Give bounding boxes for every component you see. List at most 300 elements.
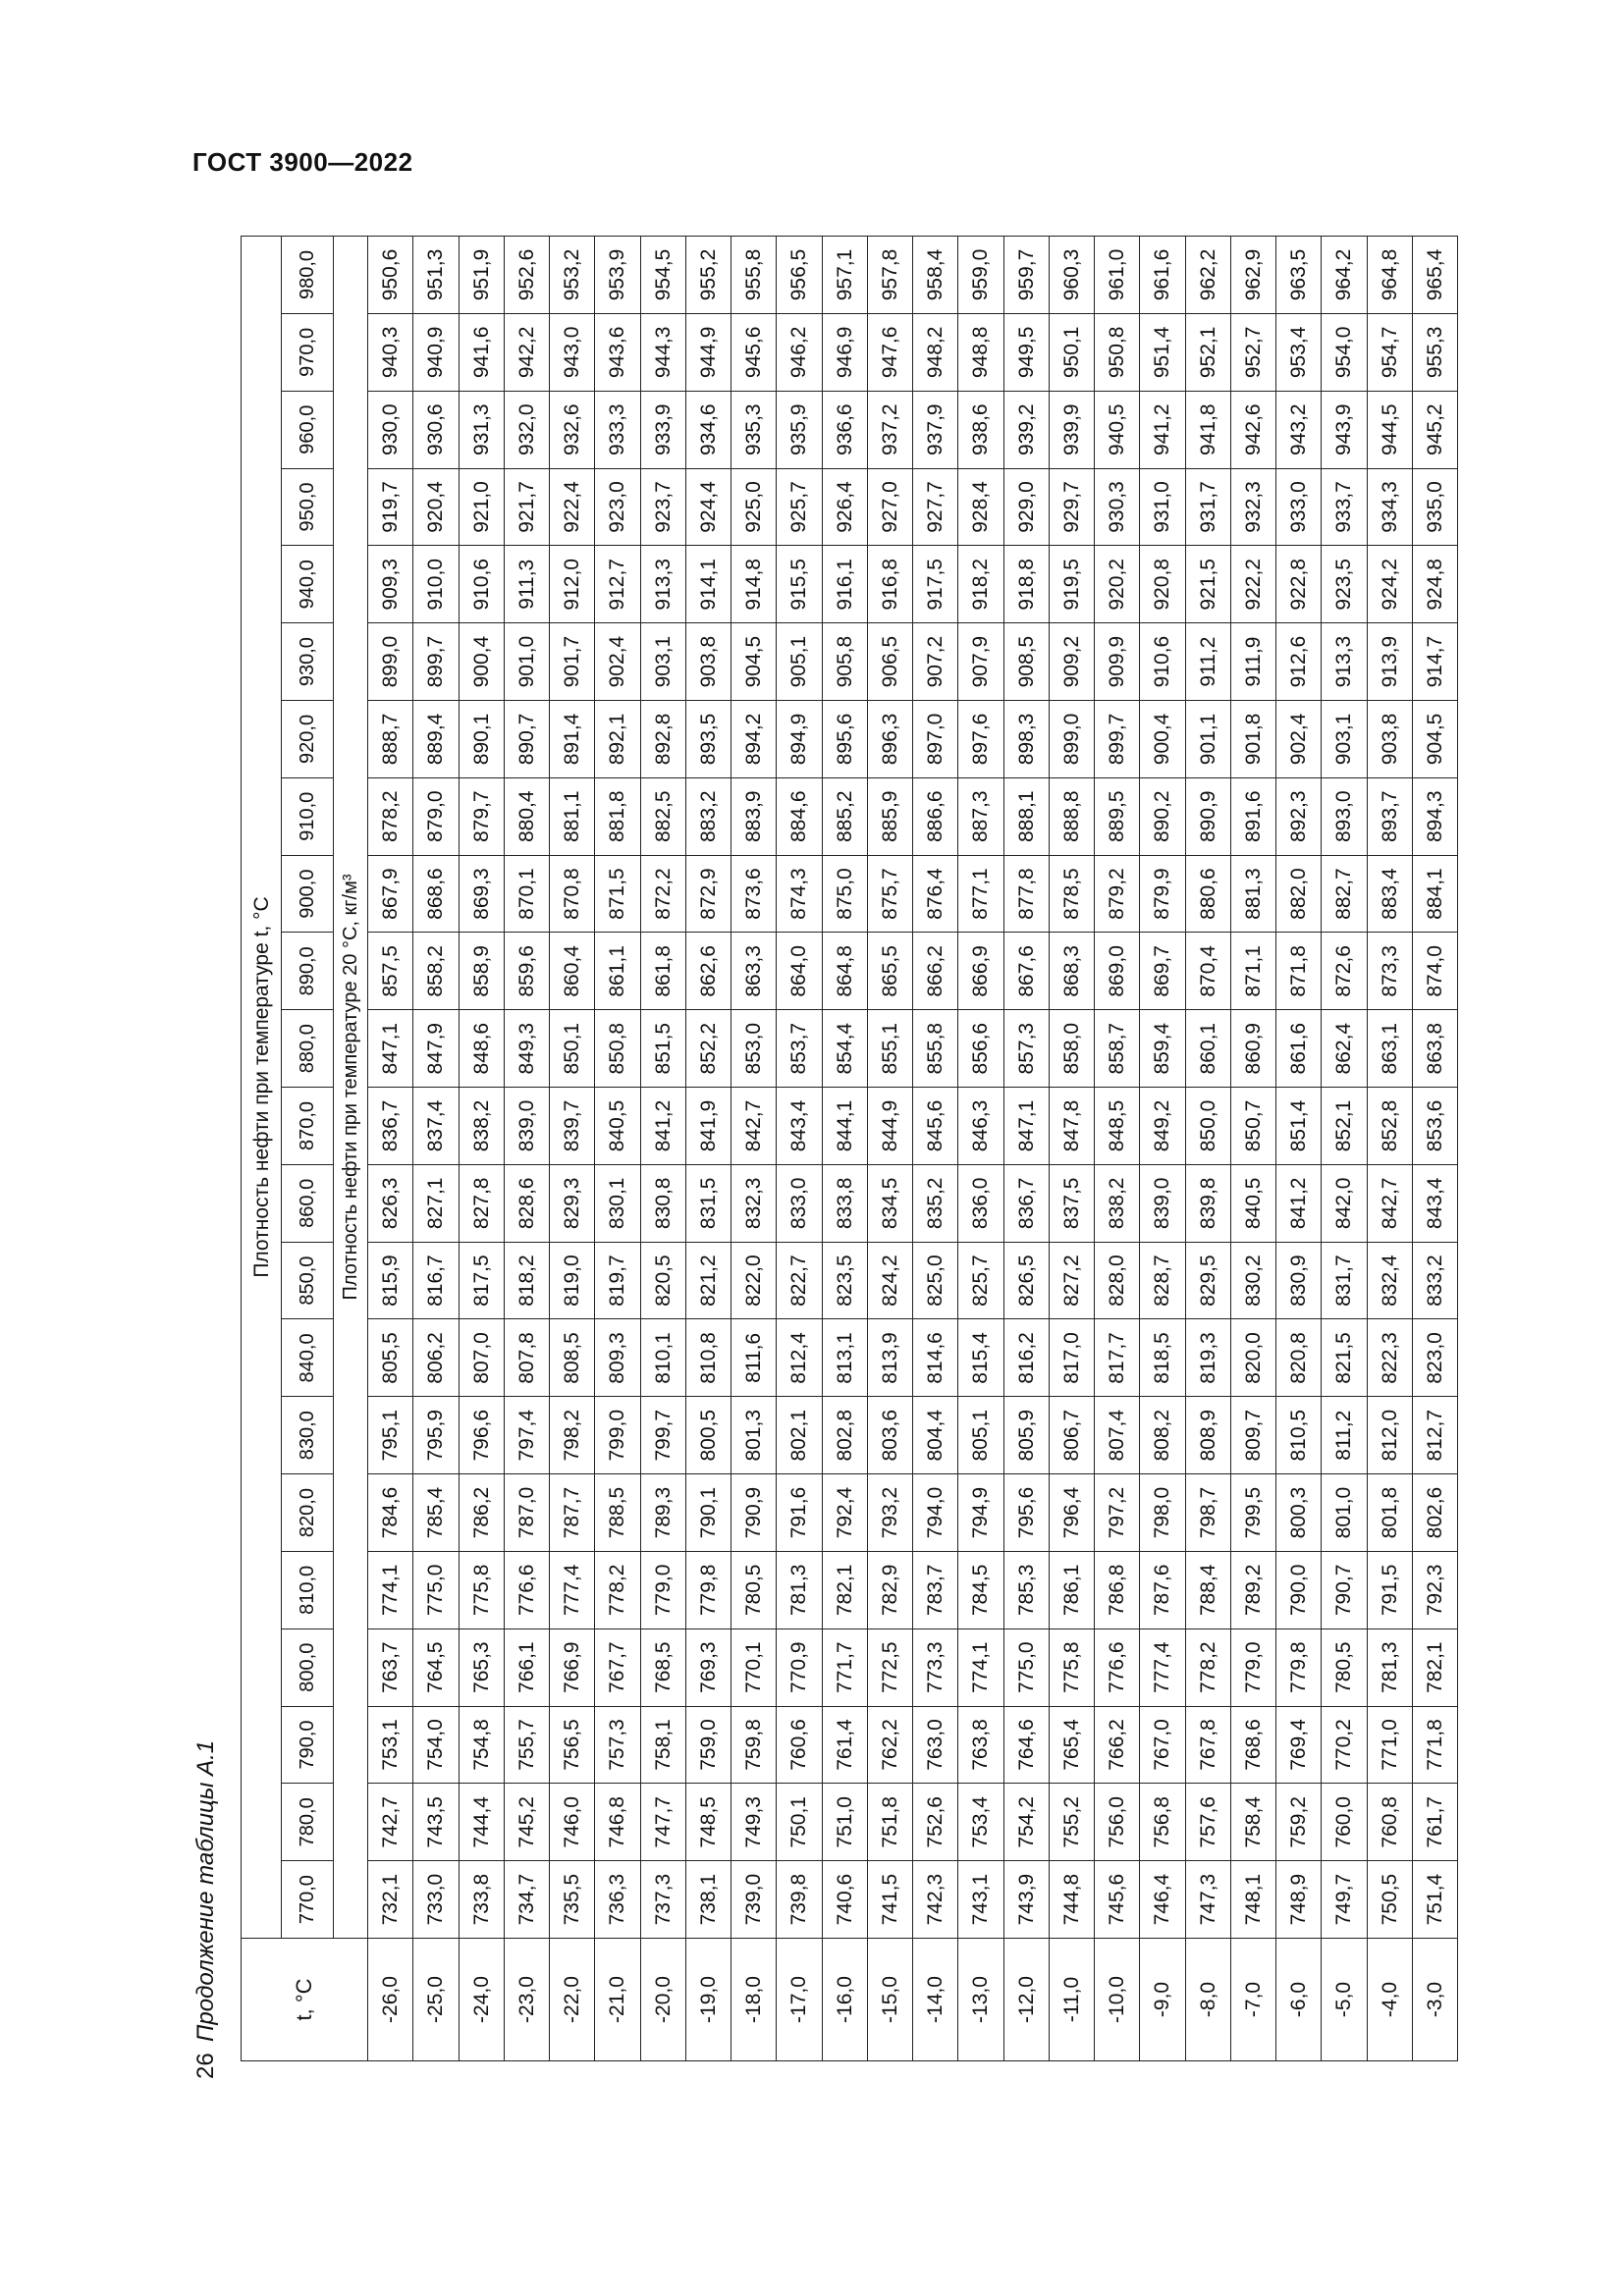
density-cell: 776,6 — [1095, 1629, 1140, 1706]
density-cell: 804,4 — [913, 1397, 958, 1474]
density-cell: 810,8 — [685, 1319, 731, 1397]
density-cell: 743,9 — [1003, 1861, 1049, 1939]
density-cell: 794,0 — [913, 1474, 958, 1552]
density-cell: 861,8 — [640, 933, 685, 1010]
density-cell: 786,2 — [459, 1474, 504, 1552]
density-cell: 795,9 — [413, 1397, 459, 1474]
density-cell: 933,3 — [595, 391, 640, 468]
density-cell: 754,2 — [1003, 1784, 1049, 1861]
table-row — [731, 237, 777, 2061]
density-cell: 895,6 — [822, 701, 867, 778]
density-cell: 791,6 — [777, 1474, 822, 1552]
temperature-cell: -24,0 — [459, 1939, 504, 2061]
density-cell: 942,6 — [1230, 391, 1275, 468]
density-cell: 827,8 — [459, 1164, 504, 1242]
density-cell: 769,3 — [685, 1629, 731, 1706]
density-cell: 964,8 — [1367, 237, 1412, 314]
density-cell: 748,9 — [1276, 1861, 1322, 1939]
column-header: 900,0 — [282, 855, 334, 933]
density-cell: 963,5 — [1276, 237, 1322, 314]
density-cell: 798,2 — [550, 1397, 595, 1474]
density-cell: 933,9 — [640, 391, 685, 468]
density-cell: 789,2 — [1230, 1551, 1275, 1629]
density-cell: 788,5 — [595, 1474, 640, 1552]
density-cell: 847,1 — [368, 1010, 413, 1088]
density-cell: 890,2 — [1140, 777, 1185, 855]
density-cell: 865,5 — [867, 933, 912, 1010]
density-cell: 921,0 — [459, 468, 504, 546]
density-cell: 897,0 — [913, 701, 958, 778]
density-cell: 771,7 — [822, 1629, 867, 1706]
density-cell: 853,7 — [777, 1010, 822, 1088]
density-cell: 842,7 — [1367, 1164, 1412, 1242]
density-cell: 826,3 — [368, 1164, 413, 1242]
table-row — [504, 237, 549, 2061]
density-cell: 790,7 — [1322, 1551, 1367, 1629]
density-cell: 951,9 — [459, 237, 504, 314]
density-cell: 869,0 — [1095, 933, 1140, 1010]
density-cell: 893,5 — [685, 701, 731, 778]
density-cell: 825,7 — [958, 1242, 1003, 1319]
density-cell: 958,4 — [913, 237, 958, 314]
density-cell: 786,1 — [1049, 1551, 1094, 1629]
density-cell: 921,7 — [504, 468, 549, 546]
density-cell: 923,0 — [595, 468, 640, 546]
density-cell: 809,7 — [1230, 1397, 1275, 1474]
density-cell: 962,2 — [1185, 237, 1230, 314]
density-cell: 941,8 — [1185, 391, 1230, 468]
density-cell: 839,0 — [504, 1088, 549, 1165]
density-cell: 801,3 — [731, 1397, 777, 1474]
density-cell: 914,8 — [731, 546, 777, 623]
density-cell: 933,0 — [1276, 468, 1322, 546]
density-cell: 861,6 — [1276, 1010, 1322, 1088]
density-cell: 947,6 — [867, 313, 912, 391]
density-cell: 931,3 — [459, 391, 504, 468]
density-cell: 881,8 — [595, 777, 640, 855]
density-cell: 830,2 — [1230, 1242, 1275, 1319]
density-cell: 918,2 — [958, 546, 1003, 623]
density-cell: 906,5 — [867, 623, 912, 701]
density-cell: 784,5 — [958, 1551, 1003, 1629]
table-row — [777, 237, 822, 2061]
density-cell: 789,3 — [640, 1474, 685, 1552]
density-cell: 756,0 — [1095, 1784, 1140, 1861]
density-cell: 940,5 — [1095, 391, 1140, 468]
density-cell: 901,7 — [550, 623, 595, 701]
density-cell: 798,0 — [1140, 1474, 1185, 1552]
density-cell: 780,5 — [1322, 1629, 1367, 1706]
density-cell: 868,3 — [1049, 933, 1094, 1010]
density-cell: 903,1 — [1322, 701, 1367, 778]
density-cell: 776,6 — [504, 1551, 549, 1629]
density-cell: 817,0 — [1049, 1319, 1094, 1397]
table-row — [413, 237, 459, 2061]
density-cell: 749,3 — [731, 1784, 777, 1861]
density-cell: 915,5 — [777, 546, 822, 623]
density-cell: 860,1 — [1185, 1010, 1230, 1088]
density-cell: 903,1 — [640, 623, 685, 701]
table-row — [1322, 237, 1367, 2061]
table-row — [1185, 237, 1230, 2061]
density-cell: 904,5 — [731, 623, 777, 701]
density-cell: 779,8 — [1276, 1629, 1322, 1706]
table-row — [1230, 237, 1275, 2061]
density-cell: 853,6 — [1412, 1088, 1457, 1165]
density-table — [241, 236, 1458, 2061]
density-cell: 941,6 — [459, 313, 504, 391]
density-cell: 876,4 — [913, 855, 958, 933]
main-header: Плотность нефти при температуре t, °C — [242, 237, 282, 1939]
density-cell: 956,5 — [777, 237, 822, 314]
density-cell: 863,1 — [1367, 1010, 1412, 1088]
density-cell: 930,0 — [368, 391, 413, 468]
density-cell: 848,6 — [459, 1010, 504, 1088]
density-cell: 810,5 — [1276, 1397, 1322, 1474]
density-cell: 732,1 — [368, 1861, 413, 1939]
column-header: 840,0 — [282, 1319, 334, 1397]
density-cell: 941,2 — [1140, 391, 1185, 468]
density-cell: 920,2 — [1095, 546, 1140, 623]
density-cell: 924,4 — [685, 468, 731, 546]
density-cell: 953,9 — [595, 237, 640, 314]
density-cell: 925,0 — [731, 468, 777, 546]
density-cell: 842,7 — [731, 1088, 777, 1165]
density-cell: 890,9 — [1185, 777, 1230, 855]
density-cell: 877,8 — [1003, 855, 1049, 933]
density-cell: 819,3 — [1185, 1319, 1230, 1397]
density-cell: 756,8 — [1140, 1784, 1185, 1861]
density-cell: 841,9 — [685, 1088, 731, 1165]
density-cell: 771,8 — [1412, 1706, 1457, 1784]
density-cell: 942,2 — [504, 313, 549, 391]
temperature-cell: -26,0 — [368, 1939, 413, 2061]
density-cell: 847,1 — [1003, 1088, 1049, 1165]
density-cell: 881,3 — [1230, 855, 1275, 933]
density-cell: 840,5 — [1230, 1164, 1275, 1242]
density-cell: 964,2 — [1322, 237, 1367, 314]
table-row — [867, 237, 912, 2061]
density-cell: 944,5 — [1367, 391, 1412, 468]
density-cell: 883,4 — [1367, 855, 1412, 933]
density-cell: 863,3 — [731, 933, 777, 1010]
temperature-cell: -13,0 — [958, 1939, 1003, 2061]
density-cell: 912,6 — [1276, 623, 1322, 701]
density-cell: 736,3 — [595, 1861, 640, 1939]
density-cell: 743,5 — [413, 1784, 459, 1861]
density-cell: 943,6 — [595, 313, 640, 391]
density-cell: 879,9 — [1140, 855, 1185, 933]
density-cell: 819,0 — [550, 1242, 595, 1319]
density-cell: 860,4 — [550, 933, 595, 1010]
density-cell: 853,0 — [731, 1010, 777, 1088]
density-cell: 857,5 — [368, 933, 413, 1010]
density-cell: 803,6 — [867, 1397, 912, 1474]
density-cell: 734,7 — [504, 1861, 549, 1939]
column-header: 910,0 — [282, 777, 334, 855]
density-cell: 899,0 — [368, 623, 413, 701]
density-cell: 758,4 — [1230, 1784, 1275, 1861]
density-cell: 754,0 — [413, 1706, 459, 1784]
density-cell: 861,1 — [595, 933, 640, 1010]
temperature-cell: -6,0 — [1276, 1939, 1322, 2061]
density-cell: 826,5 — [1003, 1242, 1049, 1319]
density-cell: 945,2 — [1412, 391, 1457, 468]
density-cell: 764,6 — [1003, 1706, 1049, 1784]
density-cell: 921,5 — [1185, 546, 1230, 623]
temperature-cell: -5,0 — [1322, 1939, 1367, 2061]
density-cell: 905,1 — [777, 623, 822, 701]
density-cell: 892,8 — [640, 701, 685, 778]
density-cell: 879,7 — [459, 777, 504, 855]
density-cell: 841,2 — [1276, 1164, 1322, 1242]
density-cell: 911,9 — [1230, 623, 1275, 701]
density-cell: 866,2 — [913, 933, 958, 1010]
density-cell: 822,3 — [1367, 1319, 1412, 1397]
density-cell: 746,0 — [550, 1784, 595, 1861]
density-cell: 891,4 — [550, 701, 595, 778]
density-cell: 892,3 — [1276, 777, 1322, 855]
density-cell: 770,2 — [1322, 1706, 1367, 1784]
density-cell: 884,6 — [777, 777, 822, 855]
density-cell: 758,1 — [640, 1706, 685, 1784]
density-cell: 783,7 — [913, 1551, 958, 1629]
density-cell: 931,7 — [1185, 468, 1230, 546]
density-cell: 751,0 — [822, 1784, 867, 1861]
density-cell: 946,2 — [777, 313, 822, 391]
density-cell: 821,2 — [685, 1242, 731, 1319]
density-cell: 811,2 — [1322, 1397, 1367, 1474]
density-cell: 926,4 — [822, 468, 867, 546]
density-cell: 849,2 — [1140, 1088, 1185, 1165]
density-cell: 935,3 — [731, 391, 777, 468]
density-cell: 798,7 — [1185, 1474, 1230, 1552]
density-cell: 903,8 — [1367, 701, 1412, 778]
column-header: 820,0 — [282, 1474, 334, 1552]
density-cell: 939,9 — [1049, 391, 1094, 468]
density-cell: 800,3 — [1276, 1474, 1322, 1552]
density-cell: 802,1 — [777, 1397, 822, 1474]
density-cell: 769,4 — [1276, 1706, 1322, 1784]
density-cell: 944,3 — [640, 313, 685, 391]
density-cell: 858,9 — [459, 933, 504, 1010]
density-cell: 852,1 — [1322, 1088, 1367, 1165]
density-cell: 840,5 — [595, 1088, 640, 1165]
density-cell: 916,8 — [867, 546, 912, 623]
density-cell: 768,6 — [1230, 1706, 1275, 1784]
density-cell: 932,3 — [1230, 468, 1275, 546]
density-cell: 756,5 — [550, 1706, 595, 1784]
density-cell: 808,5 — [550, 1319, 595, 1397]
column-header: 880,0 — [282, 1010, 334, 1088]
density-cell: 838,2 — [1095, 1164, 1140, 1242]
density-cell: 780,5 — [731, 1551, 777, 1629]
density-cell: 936,6 — [822, 391, 867, 468]
density-cell: 836,0 — [958, 1164, 1003, 1242]
density-cell: 961,6 — [1140, 237, 1185, 314]
density-cell: 739,8 — [777, 1861, 822, 1939]
density-cell: 954,7 — [1367, 313, 1412, 391]
density-cell: 832,3 — [731, 1164, 777, 1242]
density-cell: 859,4 — [1140, 1010, 1185, 1088]
density-cell: 869,3 — [459, 855, 504, 933]
column-header-row — [282, 237, 334, 2061]
density-cell: 929,7 — [1049, 468, 1094, 546]
density-cell: 782,1 — [1412, 1629, 1457, 1706]
density-cell: 836,7 — [368, 1088, 413, 1165]
density-cell: 759,8 — [731, 1706, 777, 1784]
column-header: 830,0 — [282, 1397, 334, 1474]
density-cell: 857,3 — [1003, 1010, 1049, 1088]
density-cell: 747,7 — [640, 1784, 685, 1861]
temperature-cell: -8,0 — [1185, 1939, 1230, 2061]
density-cell: 827,2 — [1049, 1242, 1094, 1319]
temperature-cell: -12,0 — [1003, 1939, 1049, 2061]
column-header: 860,0 — [282, 1164, 334, 1242]
density-cell: 793,2 — [867, 1474, 912, 1552]
density-cell: 929,0 — [1003, 468, 1049, 546]
density-cell: 951,4 — [1140, 313, 1185, 391]
density-cell: 965,4 — [1412, 237, 1457, 314]
density-cell: 815,9 — [368, 1242, 413, 1319]
density-cell: 894,3 — [1412, 777, 1457, 855]
density-cell: 852,2 — [685, 1010, 731, 1088]
density-cell: 910,6 — [459, 546, 504, 623]
density-cell: 805,5 — [368, 1319, 413, 1397]
density-cell: 775,8 — [459, 1551, 504, 1629]
density-cell: 801,0 — [1322, 1474, 1367, 1552]
density-cell: 850,7 — [1230, 1088, 1275, 1165]
density-cell: 843,4 — [777, 1088, 822, 1165]
density-cell: 945,6 — [731, 313, 777, 391]
density-cell: 733,8 — [459, 1861, 504, 1939]
density-cell: 907,2 — [913, 623, 958, 701]
density-cell: 870,8 — [550, 855, 595, 933]
density-cell: 955,2 — [685, 237, 731, 314]
density-cell: 785,3 — [1003, 1551, 1049, 1629]
density-cell: 847,8 — [1049, 1088, 1094, 1165]
density-cell: 742,3 — [913, 1861, 958, 1939]
density-cell: 842,0 — [1322, 1164, 1367, 1242]
density-cell: 874,0 — [1412, 933, 1457, 1010]
density-cell: 938,6 — [958, 391, 1003, 468]
density-cell: 860,9 — [1230, 1010, 1275, 1088]
density-cell: 766,2 — [1095, 1706, 1140, 1784]
density-cell: 946,9 — [822, 313, 867, 391]
density-cell: 858,7 — [1095, 1010, 1140, 1088]
density-cell: 757,6 — [1185, 1784, 1230, 1861]
density-cell: 765,3 — [459, 1629, 504, 1706]
density-cell: 948,2 — [913, 313, 958, 391]
density-cell: 877,1 — [958, 855, 1003, 933]
density-cell: 874,3 — [777, 855, 822, 933]
density-cell: 878,5 — [1049, 855, 1094, 933]
density-cell: 878,2 — [368, 777, 413, 855]
density-cell: 930,6 — [413, 391, 459, 468]
table-row — [368, 237, 413, 2061]
density-cell: 806,7 — [1049, 1397, 1094, 1474]
density-cell: 912,0 — [550, 546, 595, 623]
density-cell: 924,8 — [1412, 546, 1457, 623]
temperature-cell: -25,0 — [413, 1939, 459, 2061]
density-cell: 851,5 — [640, 1010, 685, 1088]
column-header: 770,0 — [282, 1861, 334, 1939]
density-cell: 869,7 — [1140, 933, 1185, 1010]
temperature-cell: -22,0 — [550, 1939, 595, 2061]
density-cell: 894,9 — [777, 701, 822, 778]
density-cell: 791,5 — [1367, 1551, 1412, 1629]
density-cell: 817,7 — [1095, 1319, 1140, 1397]
density-cell: 830,1 — [595, 1164, 640, 1242]
density-cell: 909,3 — [368, 546, 413, 623]
density-cell: 824,2 — [867, 1242, 912, 1319]
table-row — [1140, 237, 1185, 2061]
density-cell: 788,4 — [1185, 1551, 1230, 1629]
density-cell: 927,7 — [913, 468, 958, 546]
density-cell: 889,5 — [1095, 777, 1140, 855]
density-cell: 893,7 — [1367, 777, 1412, 855]
density-cell: 827,1 — [413, 1164, 459, 1242]
density-cell: 822,7 — [777, 1242, 822, 1319]
density-cell: 873,3 — [1367, 933, 1412, 1010]
density-cell: 796,6 — [459, 1397, 504, 1474]
density-cell: 770,9 — [777, 1629, 822, 1706]
density-cell: 922,2 — [1230, 546, 1275, 623]
density-cell: 881,1 — [550, 777, 595, 855]
density-cell: 859,6 — [504, 933, 549, 1010]
density-cell: 887,3 — [958, 777, 1003, 855]
density-cell: 907,9 — [958, 623, 1003, 701]
density-cell: 808,9 — [1185, 1397, 1230, 1474]
density-cell: 872,6 — [1322, 933, 1367, 1010]
density-cell: 833,8 — [822, 1164, 867, 1242]
density-cell: 959,0 — [958, 237, 1003, 314]
density-cell: 872,9 — [685, 855, 731, 933]
density-cell: 760,0 — [1322, 1784, 1367, 1861]
density-cell: 800,5 — [685, 1397, 731, 1474]
density-cell: 903,8 — [685, 623, 731, 701]
density-cell: 867,6 — [1003, 933, 1049, 1010]
density-cell: 809,3 — [595, 1319, 640, 1397]
density-cell: 880,6 — [1185, 855, 1230, 933]
density-cell: 943,0 — [550, 313, 595, 391]
density-cell: 943,9 — [1322, 391, 1367, 468]
density-cell: 760,8 — [1367, 1784, 1412, 1861]
density-cell: 774,1 — [958, 1629, 1003, 1706]
density-cell: 850,1 — [550, 1010, 595, 1088]
density-cell: 770,1 — [731, 1629, 777, 1706]
temperature-cell: -4,0 — [1367, 1939, 1412, 2061]
density-cell: 834,5 — [867, 1164, 912, 1242]
table-row — [958, 237, 1003, 2061]
density-cell: 950,6 — [368, 237, 413, 314]
density-cell: 899,7 — [1095, 701, 1140, 778]
density-cell: 781,3 — [777, 1551, 822, 1629]
density-cell: 931,0 — [1140, 468, 1185, 546]
density-cell: 914,7 — [1412, 623, 1457, 701]
density-cell: 913,9 — [1367, 623, 1412, 701]
density-cell: 856,6 — [958, 1010, 1003, 1088]
density-cell: 759,0 — [685, 1706, 731, 1784]
density-cell: 950,1 — [1049, 313, 1094, 391]
density-cell: 933,7 — [1322, 468, 1367, 546]
density-cell: 886,6 — [913, 777, 958, 855]
page-number: 26 — [192, 2053, 219, 2079]
density-cell: 792,3 — [1412, 1551, 1457, 1629]
column-header: 970,0 — [282, 313, 334, 391]
density-cell: 733,0 — [413, 1861, 459, 1939]
table-row — [595, 237, 640, 2061]
